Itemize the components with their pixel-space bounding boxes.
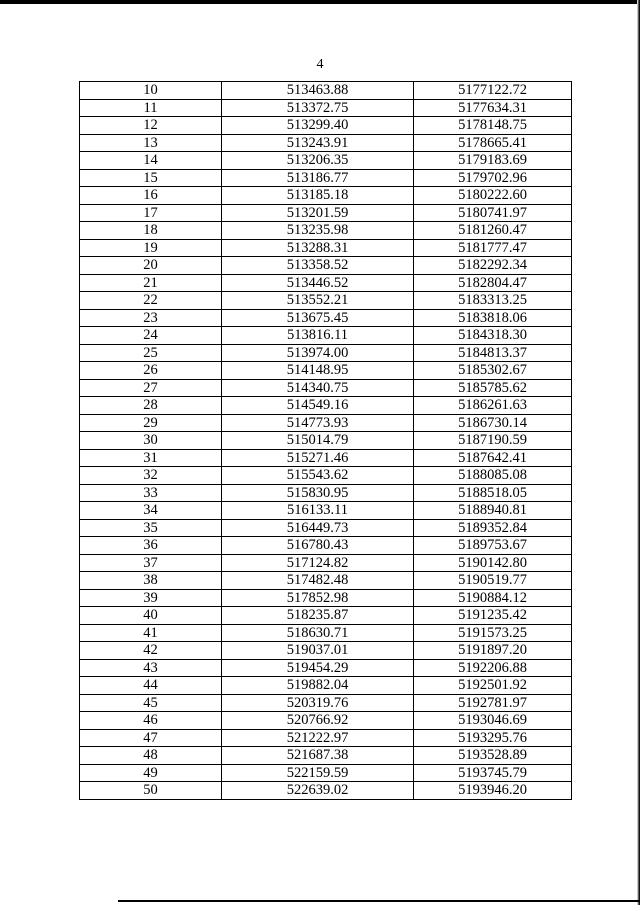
table-row xyxy=(80,589,572,607)
x-coordinate-cell: 513235.98 xyxy=(222,222,414,240)
point-number-cell: 10 xyxy=(80,82,222,100)
x-coordinate-cell: 519882.04 xyxy=(222,677,414,695)
point-number-cell: 40 xyxy=(80,607,222,625)
point-number-cell: 43 xyxy=(80,659,222,677)
x-coordinate-cell: 518235.87 xyxy=(222,607,414,625)
table-row xyxy=(80,292,572,310)
x-coordinate-cell: 513358.52 xyxy=(222,257,414,275)
table-row xyxy=(80,309,572,327)
table-row xyxy=(80,344,572,362)
point-number-cell: 50 xyxy=(80,782,222,800)
y-coordinate-cell: 5189352.84 xyxy=(414,519,572,537)
table-row xyxy=(80,642,572,660)
table-row xyxy=(80,729,572,747)
table-row xyxy=(80,239,572,257)
y-coordinate-cell: 5193046.69 xyxy=(414,712,572,730)
x-coordinate-cell: 513675.45 xyxy=(222,309,414,327)
x-coordinate-cell: 513201.59 xyxy=(222,204,414,222)
x-coordinate-cell: 513243.91 xyxy=(222,134,414,152)
point-number-cell: 21 xyxy=(80,274,222,292)
point-number-cell: 28 xyxy=(80,397,222,415)
y-coordinate-cell: 5186261.63 xyxy=(414,397,572,415)
x-coordinate-cell: 514773.93 xyxy=(222,414,414,432)
table-row xyxy=(80,607,572,625)
x-coordinate-cell: 517852.98 xyxy=(222,589,414,607)
y-coordinate-cell: 5190142.80 xyxy=(414,554,572,572)
point-number-cell: 20 xyxy=(80,257,222,275)
point-number-cell: 31 xyxy=(80,449,222,467)
y-coordinate-cell: 5189753.67 xyxy=(414,537,572,555)
point-number-cell: 13 xyxy=(80,134,222,152)
table-row xyxy=(80,204,572,222)
x-coordinate-cell: 513186.77 xyxy=(222,169,414,187)
x-coordinate-cell: 514340.75 xyxy=(222,379,414,397)
y-coordinate-cell: 5190884.12 xyxy=(414,589,572,607)
table-row xyxy=(80,537,572,555)
point-number-cell: 49 xyxy=(80,764,222,782)
scan-border-bottom xyxy=(118,900,640,902)
y-coordinate-cell: 5179702.96 xyxy=(414,169,572,187)
table-row xyxy=(80,117,572,135)
y-coordinate-cell: 5182292.34 xyxy=(414,257,572,275)
point-number-cell: 47 xyxy=(80,729,222,747)
x-coordinate-cell: 520766.92 xyxy=(222,712,414,730)
table-row xyxy=(80,502,572,520)
y-coordinate-cell: 5180222.60 xyxy=(414,187,572,205)
point-number-cell: 22 xyxy=(80,292,222,310)
point-number-cell: 35 xyxy=(80,519,222,537)
table-row xyxy=(80,257,572,275)
x-coordinate-cell: 516780.43 xyxy=(222,537,414,555)
x-coordinate-cell: 514549.16 xyxy=(222,397,414,415)
table-row xyxy=(80,572,572,590)
table-row xyxy=(80,187,572,205)
point-number-cell: 39 xyxy=(80,589,222,607)
point-number-cell: 34 xyxy=(80,502,222,520)
point-number-cell: 18 xyxy=(80,222,222,240)
y-coordinate-cell: 5182804.47 xyxy=(414,274,572,292)
x-coordinate-cell: 519037.01 xyxy=(222,642,414,660)
point-number-cell: 29 xyxy=(80,414,222,432)
table-row xyxy=(80,169,572,187)
table-row xyxy=(80,764,572,782)
y-coordinate-cell: 5184813.37 xyxy=(414,344,572,362)
table-row xyxy=(80,327,572,345)
point-number-cell: 14 xyxy=(80,152,222,170)
table-row xyxy=(80,554,572,572)
point-number-cell: 19 xyxy=(80,239,222,257)
point-number-cell: 16 xyxy=(80,187,222,205)
y-coordinate-cell: 5193745.79 xyxy=(414,764,572,782)
y-coordinate-cell: 5184318.30 xyxy=(414,327,572,345)
x-coordinate-cell: 515271.46 xyxy=(222,449,414,467)
table-row xyxy=(80,467,572,485)
y-coordinate-cell: 5178148.75 xyxy=(414,117,572,135)
point-number-cell: 17 xyxy=(80,204,222,222)
y-coordinate-cell: 5191235.42 xyxy=(414,607,572,625)
y-coordinate-cell: 5192501.92 xyxy=(414,677,572,695)
point-number-cell: 23 xyxy=(80,309,222,327)
x-coordinate-cell: 513372.75 xyxy=(222,99,414,117)
table-row xyxy=(80,677,572,695)
y-coordinate-cell: 5188940.81 xyxy=(414,502,572,520)
table-row xyxy=(80,134,572,152)
point-number-cell: 32 xyxy=(80,467,222,485)
y-coordinate-cell: 5177634.31 xyxy=(414,99,572,117)
point-number-cell: 41 xyxy=(80,624,222,642)
x-coordinate-cell: 518630.71 xyxy=(222,624,414,642)
page-number: 4 xyxy=(316,57,324,72)
x-coordinate-cell: 513463.88 xyxy=(222,82,414,100)
y-coordinate-cell: 5180741.97 xyxy=(414,204,572,222)
y-coordinate-cell: 5181260.47 xyxy=(414,222,572,240)
coordinates-table-body xyxy=(80,82,572,800)
x-coordinate-cell: 515830.95 xyxy=(222,484,414,502)
scan-border-top xyxy=(0,0,640,4)
x-coordinate-cell: 520319.76 xyxy=(222,694,414,712)
point-number-cell: 37 xyxy=(80,554,222,572)
table-row xyxy=(80,449,572,467)
y-coordinate-cell: 5183818.06 xyxy=(414,309,572,327)
y-coordinate-cell: 5188085.08 xyxy=(414,467,572,485)
point-number-cell: 48 xyxy=(80,747,222,765)
table-row xyxy=(80,747,572,765)
y-coordinate-cell: 5178665.41 xyxy=(414,134,572,152)
y-coordinate-cell: 5193528.89 xyxy=(414,747,572,765)
x-coordinate-cell: 521687.38 xyxy=(222,747,414,765)
point-number-cell: 24 xyxy=(80,327,222,345)
table-row xyxy=(80,397,572,415)
x-coordinate-cell: 516449.73 xyxy=(222,519,414,537)
point-number-cell: 25 xyxy=(80,344,222,362)
y-coordinate-cell: 5193295.76 xyxy=(414,729,572,747)
x-coordinate-cell: 513816.11 xyxy=(222,327,414,345)
x-coordinate-cell: 513552.21 xyxy=(222,292,414,310)
table-row xyxy=(80,362,572,380)
table-row xyxy=(80,414,572,432)
table-row xyxy=(80,152,572,170)
table-row xyxy=(80,519,572,537)
point-number-cell: 46 xyxy=(80,712,222,730)
table-row xyxy=(80,379,572,397)
point-number-cell: 30 xyxy=(80,432,222,450)
table-row xyxy=(80,274,572,292)
x-coordinate-cell: 522159.59 xyxy=(222,764,414,782)
y-coordinate-cell: 5187190.59 xyxy=(414,432,572,450)
y-coordinate-cell: 5185785.62 xyxy=(414,379,572,397)
y-coordinate-cell: 5181777.47 xyxy=(414,239,572,257)
y-coordinate-cell: 5177122.72 xyxy=(414,82,572,100)
point-number-cell: 27 xyxy=(80,379,222,397)
y-coordinate-cell: 5187642.41 xyxy=(414,449,572,467)
x-coordinate-cell: 522639.02 xyxy=(222,782,414,800)
x-coordinate-cell: 513185.18 xyxy=(222,187,414,205)
y-coordinate-cell: 5193946.20 xyxy=(414,782,572,800)
point-number-cell: 12 xyxy=(80,117,222,135)
y-coordinate-cell: 5191897.20 xyxy=(414,642,572,660)
y-coordinate-cell: 5183313.25 xyxy=(414,292,572,310)
y-coordinate-cell: 5190519.77 xyxy=(414,572,572,590)
x-coordinate-cell: 521222.97 xyxy=(222,729,414,747)
table-row xyxy=(80,99,572,117)
table-row xyxy=(80,712,572,730)
point-number-cell: 42 xyxy=(80,642,222,660)
y-coordinate-cell: 5188518.05 xyxy=(414,484,572,502)
x-coordinate-cell: 513288.31 xyxy=(222,239,414,257)
coordinates-table xyxy=(79,81,572,800)
y-coordinate-cell: 5192206.88 xyxy=(414,659,572,677)
point-number-cell: 45 xyxy=(80,694,222,712)
x-coordinate-cell: 513299.40 xyxy=(222,117,414,135)
point-number-cell: 15 xyxy=(80,169,222,187)
x-coordinate-cell: 513446.52 xyxy=(222,274,414,292)
x-coordinate-cell: 514148.95 xyxy=(222,362,414,380)
point-number-cell: 33 xyxy=(80,484,222,502)
x-coordinate-cell: 513974.00 xyxy=(222,344,414,362)
table-row xyxy=(80,694,572,712)
table-row xyxy=(80,782,572,800)
x-coordinate-cell: 515543.62 xyxy=(222,467,414,485)
point-number-cell: 44 xyxy=(80,677,222,695)
point-number-cell: 36 xyxy=(80,537,222,555)
y-coordinate-cell: 5191573.25 xyxy=(414,624,572,642)
y-coordinate-cell: 5185302.67 xyxy=(414,362,572,380)
x-coordinate-cell: 519454.29 xyxy=(222,659,414,677)
y-coordinate-cell: 5186730.14 xyxy=(414,414,572,432)
x-coordinate-cell: 516133.11 xyxy=(222,502,414,520)
x-coordinate-cell: 517124.82 xyxy=(222,554,414,572)
x-coordinate-cell: 513206.35 xyxy=(222,152,414,170)
table-row xyxy=(80,222,572,240)
point-number-cell: 26 xyxy=(80,362,222,380)
table-row xyxy=(80,659,572,677)
y-coordinate-cell: 5192781.97 xyxy=(414,694,572,712)
table-row xyxy=(80,82,572,100)
table-row xyxy=(80,624,572,642)
x-coordinate-cell: 517482.48 xyxy=(222,572,414,590)
table-row xyxy=(80,484,572,502)
point-number-cell: 11 xyxy=(80,99,222,117)
table-row xyxy=(80,432,572,450)
x-coordinate-cell: 515014.79 xyxy=(222,432,414,450)
y-coordinate-cell: 5179183.69 xyxy=(414,152,572,170)
point-number-cell: 38 xyxy=(80,572,222,590)
